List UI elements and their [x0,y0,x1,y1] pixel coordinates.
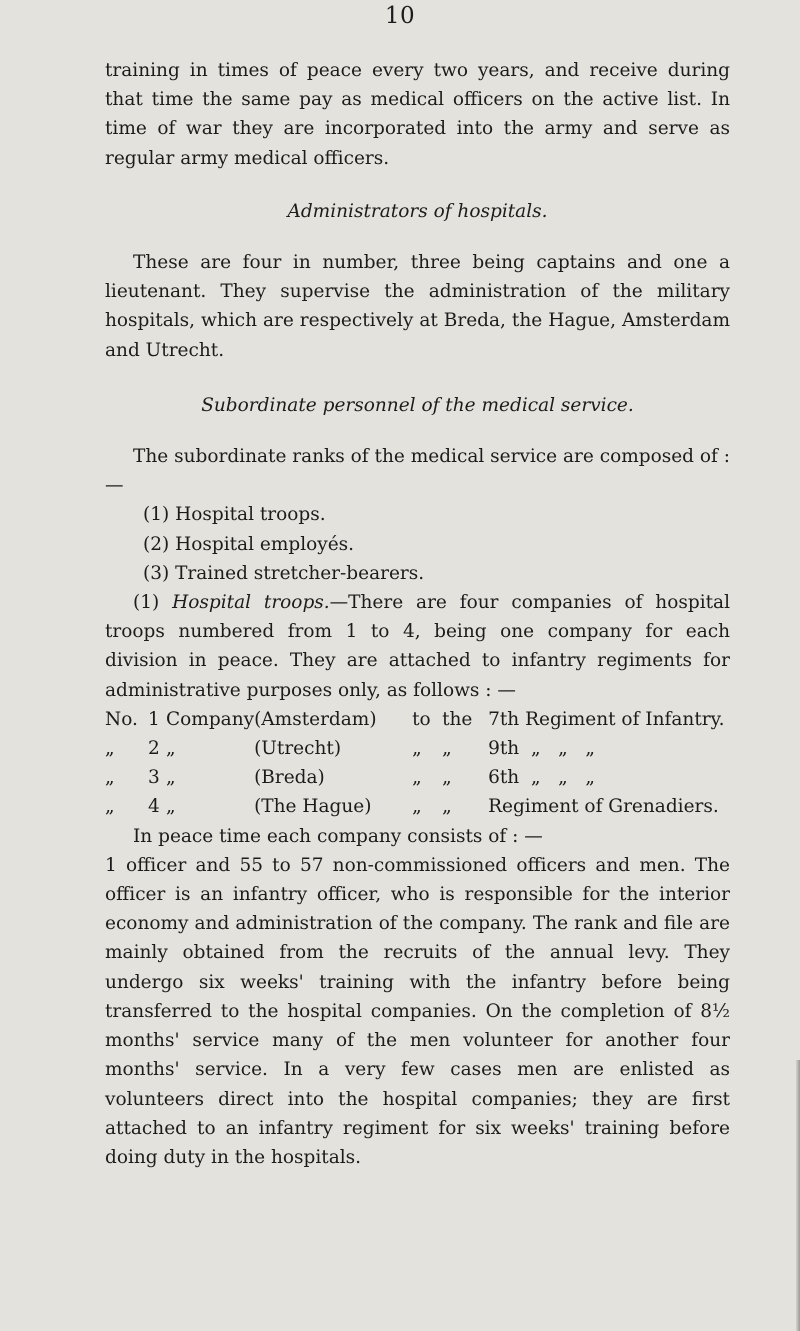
company-the: „ [442,738,452,760]
paragraph-hospital-troops [105,588,730,705]
ranks-list [105,500,730,588]
company-city: (The Hague) [254,796,372,818]
company-to: „ [412,767,422,789]
page-body [105,56,730,1172]
company-city: (Utrecht) [254,738,342,760]
company-the: „ [442,796,452,818]
company-number: 2 [148,738,160,760]
company-to: to [412,708,431,730]
table-row [105,792,730,821]
table-row [105,763,730,792]
company-regiment: Regiment of Grenadiers. [488,796,719,818]
company-to: „ [412,796,422,818]
company-word: Company [166,708,255,730]
company-number: 1 [148,708,160,730]
company-word: „ [166,738,176,760]
list-item: (2) Hospital employés. [143,533,355,555]
heading-subordinate-personnel: Subordinate personnel of the medical service. [201,394,634,416]
paragraph-administrators: These are four in number, three being captains and one a lieutenant. They supervise the administration of the military hospitals, which are respectively at Breda, the Hague, Amsterdam and Utrecht. [105,252,730,361]
company-regiment: 7th Regiment of Infantry. [488,708,725,730]
company-regiment: 9th „ „ „ [488,738,595,760]
troops-label: Hospital troops. [172,592,330,614]
troops-text: —There are four companies of hospital troops numbered from 1 to 4, being one company for each division in peace. They are attached to infantry regiments for administrative purposes only, as follows : — [105,592,730,701]
paragraph-intro: training in times of peace every two years, and receive during that time the same pay as medical officers on the active list. In time of war they are incorporated into the army and serve as regular army medical officers. [105,60,730,169]
company-word: „ [166,767,176,789]
list-item: (1) Hospital troops. [143,504,326,526]
company-word: „ [166,796,176,818]
paragraph-officer: 1 officer and 55 to 57 non-commissioned officers and men. The officer is an infantry officer, who is responsible for the interior economy and administration of the company. The rank and file are mainly obtained from the recruits of the annual levy. They undergo six weeks' training with the infantry before being transferred to the hospital companies. On the completion of 8½ months' service many of the men volunteer for another four months' service. In a very few cases men are enlisted as volunteers direct into the hospital companies; they are first attached to an infantry regiment for six weeks' training before doing duty in the hospitals. [105,854,730,1168]
company-the: the [442,708,473,730]
company-to: „ [412,738,422,760]
page-edge-shadow [796,1060,800,1331]
table-row [105,705,730,734]
company-prefix: No. [105,708,138,730]
company-prefix: „ [105,738,115,760]
company-number: 4 [148,796,160,818]
paragraph-peace-time: In peace time each company consists of : — [133,825,543,847]
page-number: 10 [384,3,416,29]
list-item: (3) Trained stretcher-bearers. [143,562,425,584]
company-regiment: 6th „ „ „ [488,767,595,789]
company-city: (Breda) [254,767,325,789]
company-prefix: „ [105,767,115,789]
company-city: (Amsterdam) [254,708,377,730]
company-number: 3 [148,767,160,789]
company-prefix: „ [105,796,115,818]
paragraph-subordinate: The subordinate ranks of the medical service are composed of : — [105,446,730,497]
table-row [105,734,730,763]
companies-table [105,705,730,822]
company-the: „ [442,767,452,789]
heading-administrators: Administrators of hospitals. [287,200,548,222]
troops-number: (1) [133,592,160,614]
